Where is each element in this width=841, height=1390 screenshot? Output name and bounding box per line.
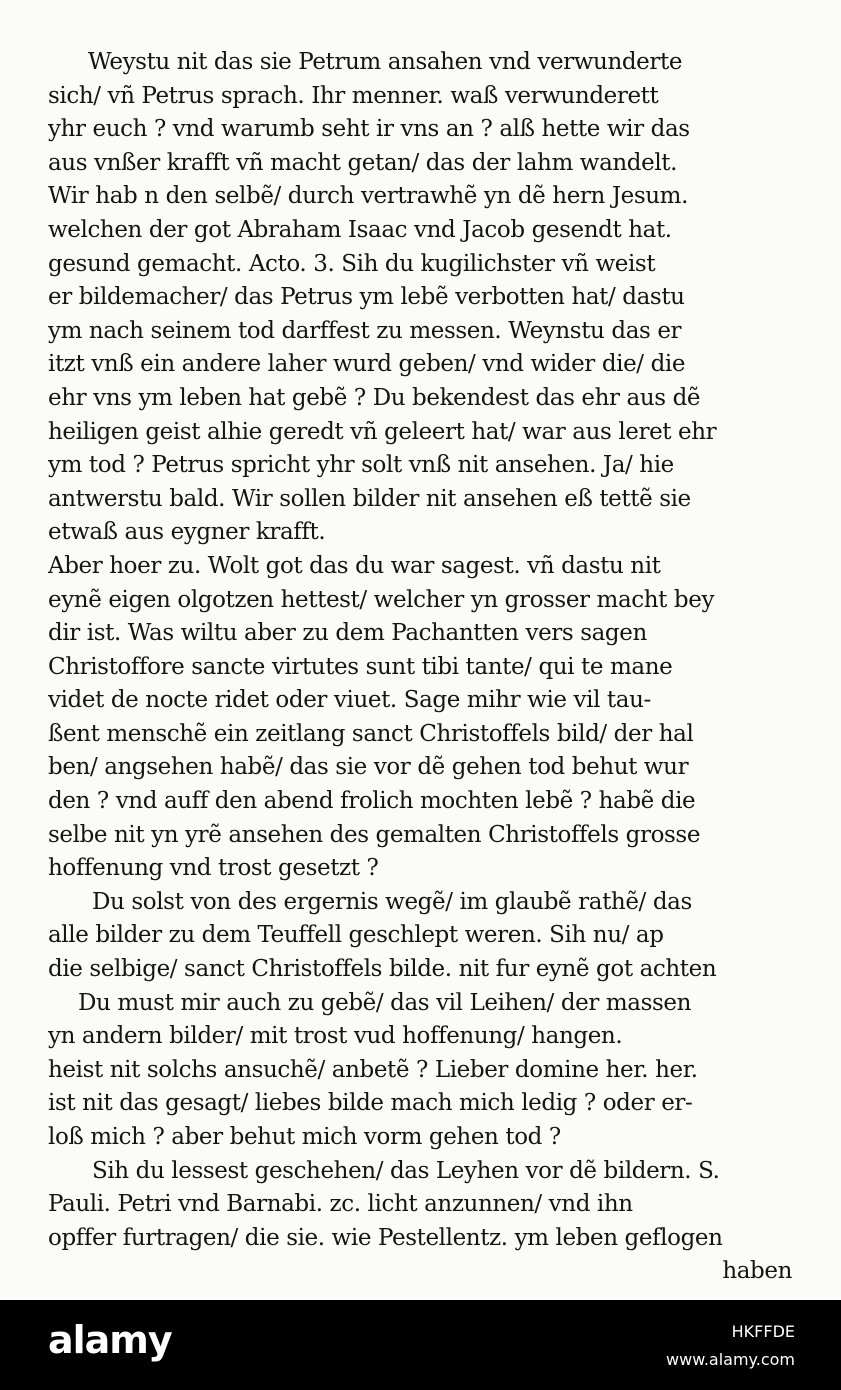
text-line: Christoffore sancte virtutes sunt tibi tante/ qui te mane [48, 653, 673, 680]
text-line: Wir hab n den selbẽ/ durch vertrawhẽ yn dẽ hern Jesum. [48, 183, 688, 210]
text-line: loß mich ? aber behut mich vorm gehen tod ? [48, 1124, 561, 1150]
text-line: sich/ vñ Petrus sprach. Ihr menner. waß verwunderett [48, 82, 659, 109]
text-line: opffer furtragen/ die sie. wie Pestellentz. ym leben geflogen [48, 1224, 723, 1251]
text-line: Aber hoer zu. Wolt got das du war sagest. vñ dastu nit [48, 552, 661, 579]
text-line: welchen der got Abraham Isaac vnd Jacob gesendt hat. [48, 216, 672, 243]
text-line: Sih du lessest geschehen/ das Leyhen vor dẽ bildern. S. [92, 1157, 720, 1184]
text-line: die selbige/ sanct Christoffels bilde. nit fur eynẽ got achten [48, 956, 717, 983]
text-line: yhr euch ? vnd warumb seht ir vns an ? alß hette wir das [48, 116, 690, 143]
text-line: alle bilder zu dem Teuffell geschlept weren. Sih nu/ ap [48, 922, 664, 949]
image-id: HKFFDE [731, 1322, 795, 1341]
text-line: Pauli. Petri vnd Barnabi. zc. licht anzunnen/ vnd ihn [48, 1191, 633, 1218]
text-line: heist nit solchs ansuchẽ/ anbetẽ ? Lieber domine her. her. [48, 1056, 698, 1083]
text-line: ym nach seinem tod darffest zu messen. Weynstu das er [48, 317, 682, 344]
text-line: Weystu nit das sie Petrum ansahen vnd verwunderte [88, 49, 683, 75]
text-line: selbe nit yn yrẽ ansehen des gemalten Christoffels grosse [48, 821, 701, 848]
text-line: ist nit das gesagt/ liebes bilde mach mich ledig ? oder er- [48, 1090, 693, 1117]
text-line: gesund gemacht. Acto. 3. Sih du kugilichster vñ weist [48, 250, 656, 277]
text-line: hoffenung vnd trost gesetzt ? [48, 855, 379, 882]
site-url: www.alamy.com [666, 1350, 795, 1369]
text-line: itzt vnß ein andere laher wurd geben/ vnd wider die/ die [48, 351, 686, 378]
catchword: haben [722, 1258, 792, 1285]
text-line: ehr vns ym leben hat gebẽ ? Du bekendest das ehr aus dẽ [48, 384, 701, 411]
text-line: aus vnßer krafft vñ macht getan/ das der lahm wandelt. [48, 149, 678, 176]
text-line: den ? vnd auff den abend frolich mochten lebẽ ? habẽ die [48, 788, 696, 815]
body-text [48, 46, 798, 1289]
text-line: Du solst von des ergernis wegẽ/ im glaubẽ rathẽ/ das [92, 888, 692, 915]
text-line: antwerstu bald. Wir sollen bilder nit ansehen eß tettẽ sie [48, 485, 691, 512]
text-line: ym tod ? Petrus spricht yhr solt vnß nit ansehen. Ja/ hie [48, 452, 674, 479]
text-line: yn andern bilder/ mit trost vud hoffenung/ hangen. [48, 1023, 623, 1050]
text-line: etwaß aus eygner krafft. [48, 519, 326, 546]
text-line: videt de nocte ridet oder viuet. Sage mihr wie vil tau- [48, 687, 651, 714]
text-line: heiligen geist alhie geredt vñ geleert hat/ war aus leret ehr [48, 418, 717, 445]
text-line: ben/ angsehen habẽ/ das sie vor dẽ gehen tod behut wur [48, 754, 689, 781]
text-line: dir ist. Was wiltu aber zu dem Pachantten vers sagen [48, 620, 647, 647]
text-line: er bildemacher/ das Petrus ym lebẽ verbotten hat/ dastu [48, 284, 685, 311]
text-line: eynẽ eigen olgotzen hettest/ welcher yn grosser macht bey [48, 586, 715, 613]
alamy-logo: alamy [48, 1318, 172, 1362]
text-line: Du must mir auch zu gebẽ/ das vil Leihen/ der massen [78, 989, 692, 1016]
text-line: ßent menschẽ ein zeitlang sanct Christoffels bild/ der hal [48, 720, 694, 747]
